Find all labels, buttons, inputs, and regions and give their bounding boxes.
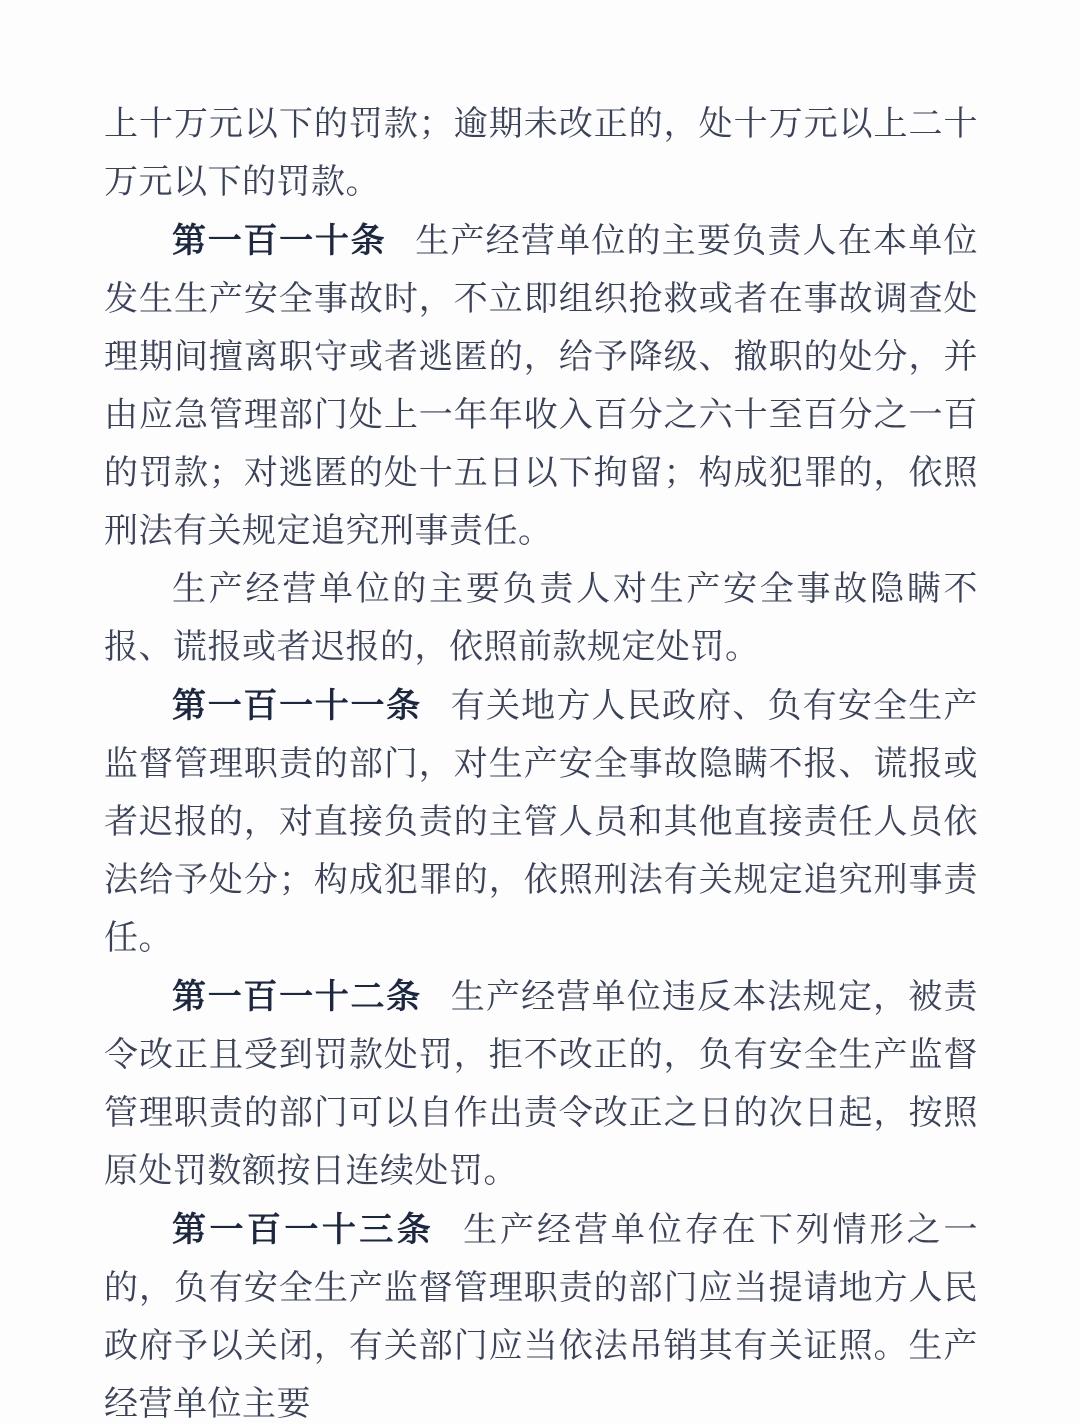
paragraph-text: 生产经营单位的主要负责人在本单位发生生产安全事故时，不立即组织抢救或者在事故调查处理期间擅离职守或者逃匿的，给予降级、撤职的处分，并由应急管理部门处上一年年收入百分之六十至百分之一百的罚款；对逃匿的处十五日以下拘留；构成犯罪的，依照刑法有关规定追究刑事责任。: [104, 223, 979, 550]
paragraph-text: 有关地方人民政府、负有安全生产监督管理职责的部门，对生产安全事故隐瞒不报、谎报或者迟报的，对直接负责的主管人员和其他直接责任人员依法给予处分；构成犯罪的，依照刑法有关规定追究刑事责任。: [104, 688, 979, 957]
paragraph-text: 生产经营单位存在下列情形之一的，负有安全生产监督管理职责的部门应当提请地方人民政府予以关闭，有关部门应当依法吊销其有关证照。生产经营单位主要: [104, 1212, 979, 1423]
text-block: [104, 96, 978, 1424]
article-number: 第一百一十二条: [172, 978, 422, 1016]
paragraph-article-110-clause-2: [104, 561, 978, 677]
paragraph-article-110: [104, 212, 978, 561]
paragraph-article-111: [104, 677, 978, 968]
paragraph-article-112: [104, 968, 978, 1201]
paragraph-continuation: [104, 96, 978, 212]
paragraph-text: 生产经营单位的主要负责人对生产安全事故隐瞒不报、谎报或者迟报的，依照前款规定处罚。: [104, 571, 978, 666]
article-number: 第一百一十一条: [172, 687, 422, 725]
paragraph-text: 生产经营单位违反本法规定，被责令改正且受到罚款处罚，拒不改正的，负有安全生产监督管理职责的部门可以自作出责令改正之日的次日起，按照原处罚数额按日连续处罚。: [104, 979, 979, 1190]
article-number: 第一百一十三条: [172, 1211, 435, 1249]
article-number: 第一百一十条: [172, 222, 387, 260]
paragraph-text: 上十万元以下的罚款；逾期未改正的，处十万元以上二十万元以下的罚款。: [104, 106, 978, 201]
paragraph-article-113: [104, 1201, 978, 1424]
